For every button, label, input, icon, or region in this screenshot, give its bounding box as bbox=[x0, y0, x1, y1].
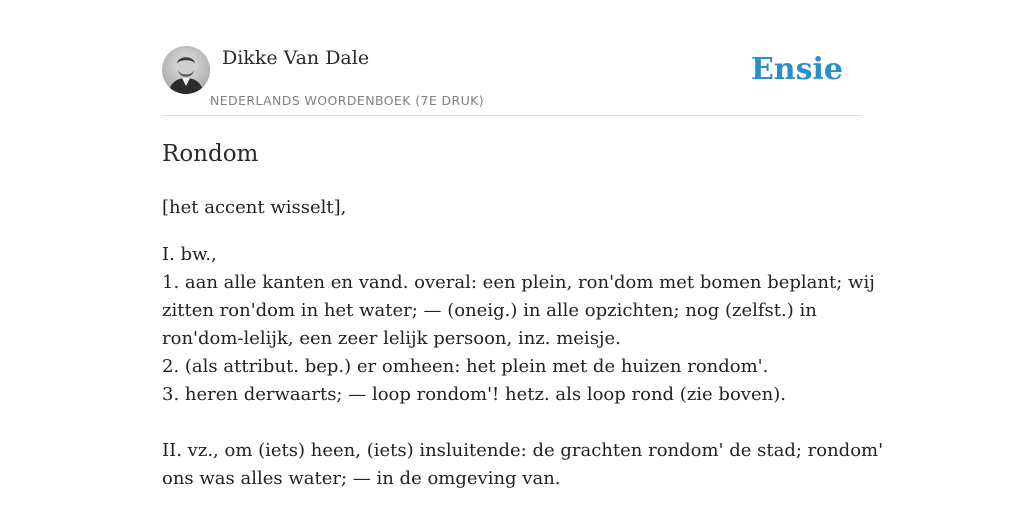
definition-line: 3. heren derwaarts; — loop rondom'! hetz. als loop rond (zie boven). bbox=[162, 384, 786, 405]
definition-line: II. vz., om (iets) heen, (iets) insluitende: de grachten rondom' de stad; rondom' bbox=[162, 440, 884, 461]
portrait-icon bbox=[162, 46, 210, 94]
definitions bbox=[162, 241, 884, 493]
definition-line: ons was alles water; — in de omgeving van. bbox=[162, 468, 561, 489]
dictionary-entry bbox=[162, 138, 884, 493]
section-spacer bbox=[162, 409, 862, 437]
definition-line: 2. (als attribut. bep.) er omheen: het plein met de huizen rondom'. bbox=[162, 356, 769, 377]
definition-line: ron'dom-lelijk, een zeer lelijk persoon, inz. meisje. bbox=[162, 328, 621, 349]
entry-title: Rondom bbox=[162, 141, 259, 167]
dictionary-source: NEDERLANDS WOORDENBOEK (7E DRUK) bbox=[210, 93, 485, 108]
accent-note: [het accent wisselt], bbox=[162, 197, 347, 218]
definition-line: 1. aan alle kanten en vand. overal: een plein, ron'dom met bomen beplant; wij bbox=[162, 272, 875, 293]
section-1-heading: I. bw., bbox=[162, 244, 217, 265]
ensie-logo-link[interactable]: Ensie bbox=[750, 52, 843, 87]
author-name[interactable]: Dikke Van Dale bbox=[222, 47, 370, 69]
definition-line: zitten ron'dom in het water; — (oneig.) in alle opzichten; nog (zelfst.) in bbox=[162, 300, 817, 321]
site-header bbox=[162, 46, 862, 116]
author-avatar[interactable] bbox=[162, 46, 210, 94]
